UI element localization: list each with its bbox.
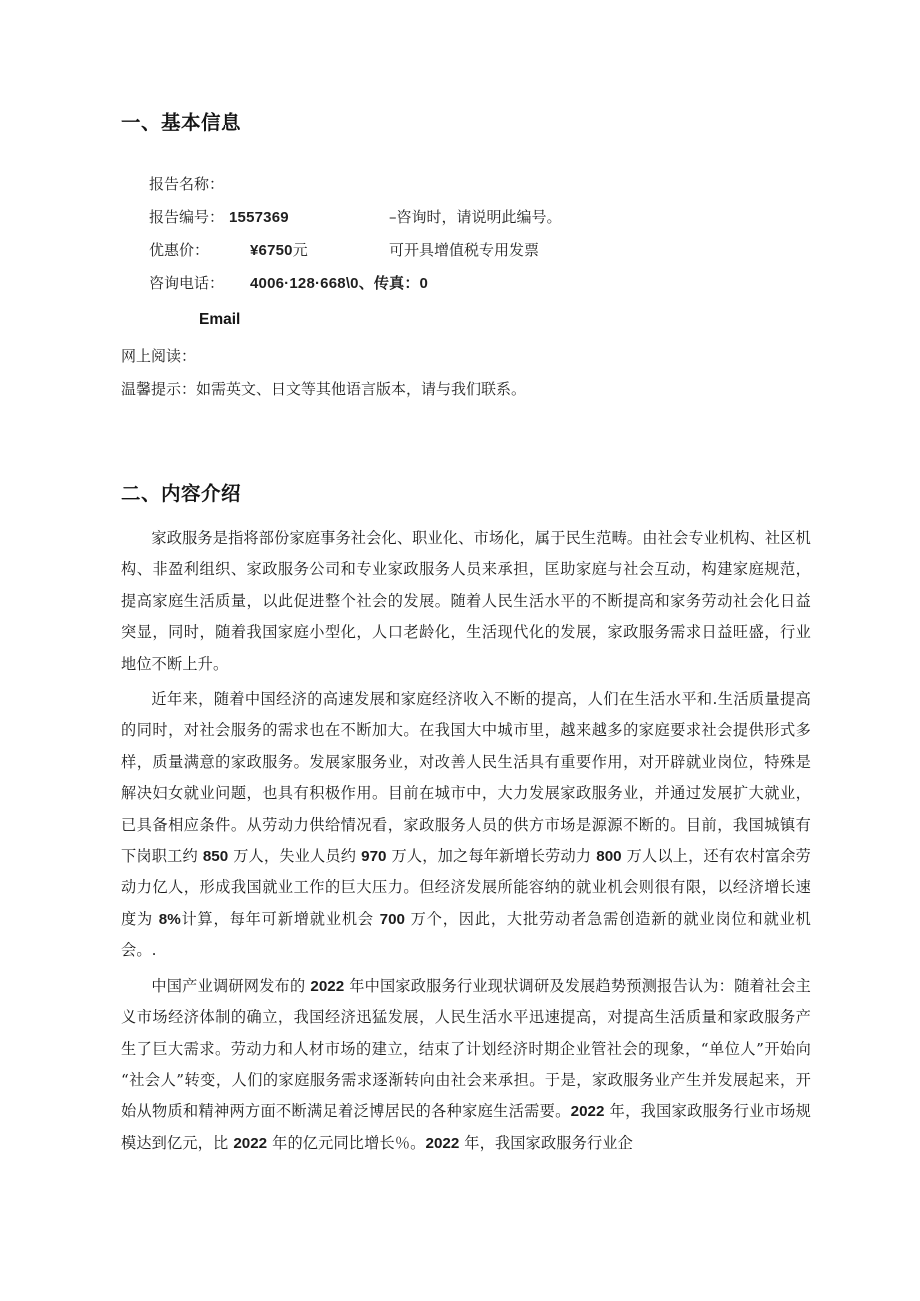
tip-label: 温馨提示：如需英文、日文等其他语言版本，请与我们联系。 xyxy=(121,380,527,398)
report-number-value: 1557369 xyxy=(229,209,289,226)
content-intro-body xyxy=(121,523,811,1159)
section-heading-content-intro: 二、内容介绍 xyxy=(121,483,242,505)
paragraph: 近年来，随着中国经济的高速发展和家庭经济收入不断的提高，人们在生活水平和.生活质量提高的同时，对社会服务的需求也在不断加大。在我国大中城市里，越来越多的家庭要求社会提供形式多样，质量满意的家政服务。发展家服务业，对改善人民生活具有重要作用，对开辟就业岗位，特殊是解决妇女就业问题，也具有积极作用。目前在城市中，大力发展家政服务业，并通过发展扩大就业，已具备相应条件。从劳动力供给情况看，家政服务人员的供方市场是源源不断的。目前，我国城镇有下岗职工约 850 万人，失业人员约 970 万人，加之每年新增长劳动力 800 万人以上，还有农村富余劳动力亿人，形成我国就业工作的巨大压力。但经济发展所能容纳的就业机会则很有限，以经济增长速度为 8%计算，每年可新增就业机会 700 万个，因此，大批劳动者急需创造新的就业岗位和就业机会。. xyxy=(121,690,812,960)
info-row-report-number xyxy=(121,201,821,234)
info-row-online-read xyxy=(121,340,821,373)
phone-label: 咨询电话： xyxy=(149,274,225,292)
phone-value: 4006·128·668\0、传真：0 xyxy=(250,275,429,292)
info-row-report-name xyxy=(121,168,821,201)
info-row-tip xyxy=(121,373,821,406)
basic-info-block xyxy=(121,168,821,406)
price-value xyxy=(250,234,308,267)
price-label: 优惠价： xyxy=(149,241,210,259)
paragraph: 家政服务是指将部份家庭事务社会化、职业化、市场化，属于民生范畴。由社会专业机构、社区机构、非盈利组织、家政服务公司和专业家政服务人员来承担，匡助家庭与社会互动，构建家庭规范，提高家庭生活质量，以此促进整个社会的发展。随着人民生活水平的不断提高和家务劳动社会化日益突显，同时，随着我国家庭小型化，人口老龄化，生活现代化的发展，家政服务需求日益旺盛，行业地位不断上升。 xyxy=(121,529,811,673)
section-heading-basic-info: 一、基本信息 xyxy=(121,112,242,134)
info-row-email xyxy=(121,300,821,340)
report-name-label: 报告名称： xyxy=(149,175,225,193)
report-number-label: 报告编号： xyxy=(149,208,225,226)
price-unit: 元 xyxy=(292,241,308,259)
report-number-note: –咨询时，请说明此编号。 xyxy=(389,208,562,226)
info-row-phone xyxy=(121,267,821,300)
online-read-label: 网上阅读： xyxy=(121,347,197,365)
price-amount: ¥6750 xyxy=(250,242,293,259)
email-label: Email xyxy=(199,311,241,328)
price-note: 可开具增值税专用发票 xyxy=(389,241,540,259)
paragraph: 中国产业调研网发布的 2022 年中国家政服务行业现状调研及发展趋势预测报告认为：随着社会主义市场经济体制的确立，我国经济迅猛发展，人民生活水平迅速提高，对提高生活质量和家政服务产生了巨大需求。劳动力和人材市场的建立，结束了计划经济时期企业管社会的现象，“单位人”开始向“社会人”转变，人们的家庭服务需求逐渐转向由社会来承担。于是，家政服务业产生并发展起来，开始从物质和精神两方面不断满足着泛博居民的各种家庭生活需要。2022 年，我国家政服务行业市场规模达到亿元，比 2022 年的亿元同比增长％。2022 年，我国家政服务行业企 xyxy=(121,976,811,1152)
info-row-price xyxy=(121,234,821,267)
